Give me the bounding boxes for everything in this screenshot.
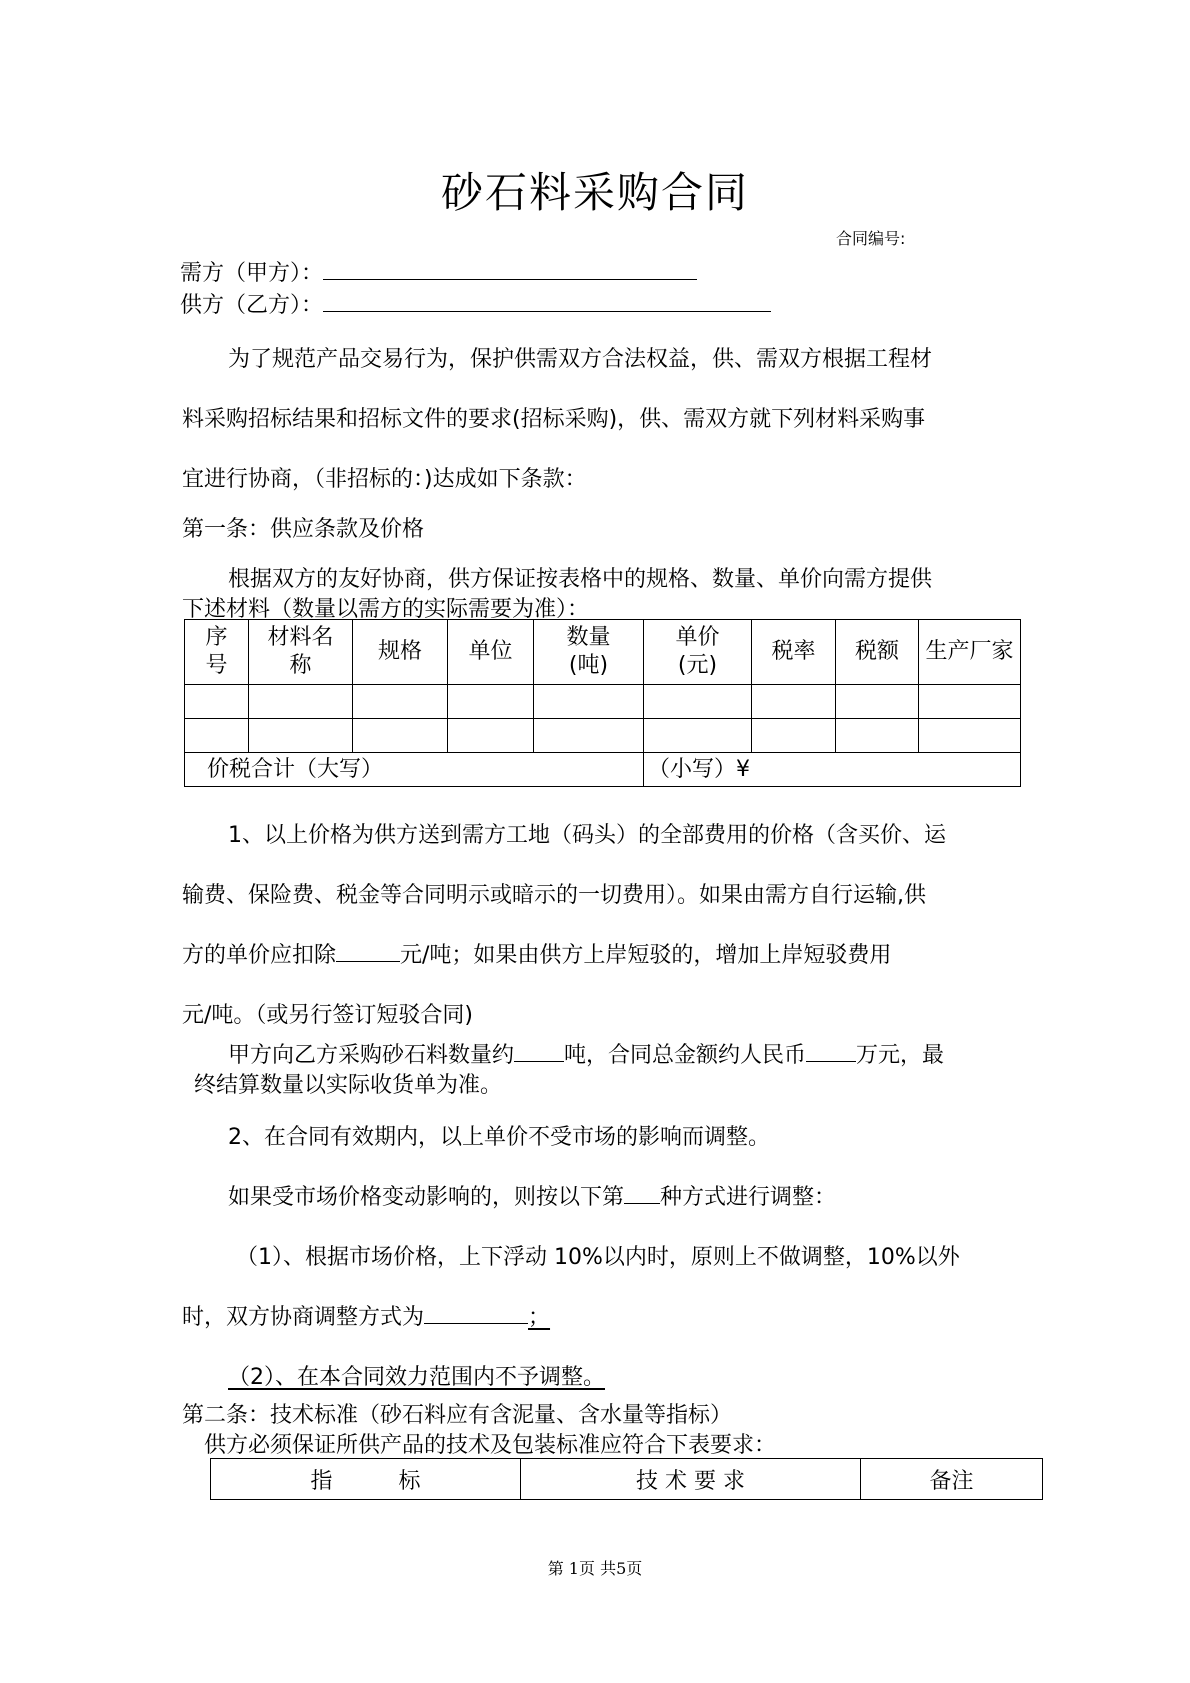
header-cell-material: 材料名 称 <box>249 620 353 685</box>
price-table <box>184 619 1021 787</box>
clause2-line-2-start: 如果受市场价格变动影响的，则按以下第 <box>228 1185 625 1210</box>
table-cell <box>919 719 1021 753</box>
table-cell <box>249 685 353 719</box>
intro-paragraph-line-1: 为了规范产品交易行为，保护供需双方合法权益，供、需双方根据工程材 <box>228 347 933 372</box>
document-title: 砂石料采购合同 <box>440 168 749 217</box>
table-cell <box>448 719 534 753</box>
table-cell <box>836 719 919 753</box>
header-cell-unit-price: 单价 (元) <box>644 620 752 685</box>
option1-line-2-end: ； <box>528 1305 551 1330</box>
adjustment-method-blank <box>424 1303 528 1324</box>
quantity-text-c: 万元，最 <box>856 1043 945 1068</box>
page-footer: 第 1页 共5页 <box>547 1559 643 1578</box>
table-cell <box>353 719 448 753</box>
total-in-figures-cell: （小写）¥ <box>644 753 1021 787</box>
total-in-words-cell: 价税合计（大写） <box>185 753 644 787</box>
clause1-line-3-start: 方的单价应扣除 <box>182 943 337 968</box>
option2-line: （2）、在本合同效力范围内不予调整。 <box>228 1365 605 1390</box>
table-row <box>185 685 1021 719</box>
supplier-line <box>180 288 771 319</box>
table-cell <box>534 685 644 719</box>
technical-table-header-row <box>211 1459 1043 1500</box>
header-cell-tax-amount: 税额 <box>836 620 919 685</box>
clause1-line-1: 1、以上价格为供方送到需方工地（码头）的全部费用的价格（含买价、运 <box>228 823 946 848</box>
table-cell <box>249 719 353 753</box>
clause1-line-3 <box>182 938 891 969</box>
table-cell <box>644 719 752 753</box>
header-cell-tax-rate: 税率 <box>752 620 836 685</box>
quantity-line-2: 终结算数量以实际收货单为准。 <box>194 1073 503 1098</box>
price-table-header-row <box>185 620 1021 685</box>
intro-paragraph-line-3: 宜进行协商，（非招标的：)达成如下条款： <box>182 467 587 492</box>
header-cell-index: 序 号 <box>185 620 249 685</box>
table-cell <box>185 719 249 753</box>
technical-standard-table <box>210 1458 1043 1500</box>
table-cell <box>353 685 448 719</box>
clause2-line-2 <box>228 1180 836 1211</box>
option1-line-1: （1）、根据市场价格，上下浮动 10%以内时，原则上不做调整，10%以外 <box>236 1245 960 1270</box>
table-cell <box>534 719 644 753</box>
quantity-text-b: 吨，合同总金额约人民币 <box>564 1043 807 1068</box>
total-row <box>185 753 1021 787</box>
header-cell-indicator: 指 标 <box>211 1459 521 1500</box>
option1-line-2-text: 时，双方协商调整方式为 <box>182 1305 425 1330</box>
header-cell-quantity: 数量 (吨) <box>534 620 644 685</box>
clause1-line-4: 元/吨。（或另行签订短驳合同) <box>182 1003 473 1028</box>
supplier-label: 供方（乙方）： <box>180 293 324 318</box>
clause1-line-2: 输费、保险费、税金等合同明示或暗示的一切费用）。如果由需方自行运输,供 <box>182 883 926 908</box>
article1-intro-line-2: 下述材料（数量以需方的实际需要为准）： <box>182 597 590 622</box>
header-cell-requirement: 技 术 要 求 <box>521 1459 861 1500</box>
header-cell-manufacturer: 生产厂家 <box>919 620 1021 685</box>
buyer-label: 需方（甲方）： <box>180 261 324 286</box>
table-cell <box>752 719 836 753</box>
header-cell-spec: 规格 <box>353 620 448 685</box>
option1-line-2 <box>182 1300 572 1331</box>
table-cell <box>752 685 836 719</box>
table-cell <box>644 685 752 719</box>
amount-blank <box>806 1041 856 1062</box>
clause2-line-2-end: 种方式进行调整： <box>660 1185 837 1210</box>
table-cell <box>185 685 249 719</box>
article1-intro-line-1: 根据双方的友好协商，供方保证按表格中的规格、数量、单价向需方提供 <box>228 567 933 592</box>
quantity-blank <box>514 1041 564 1062</box>
quantity-line-1 <box>228 1038 944 1069</box>
intro-paragraph-line-2: 料采购招标结果和招标文件的要求(招标采购)，供、需双方就下列材料采购事 <box>182 407 926 432</box>
article2-heading: 第二条：技术标准（砂石料应有含泥量、含水量等指标） <box>182 1403 733 1428</box>
table-cell <box>836 685 919 719</box>
deduction-blank <box>336 941 400 962</box>
table-row <box>185 719 1021 753</box>
table-cell <box>919 685 1021 719</box>
buyer-name-blank <box>323 259 697 280</box>
clause2-line-1: 2、在合同有效期内，以上单价不受市场的影响而调整。 <box>228 1125 770 1150</box>
header-cell-unit: 单位 <box>448 620 534 685</box>
buyer-line <box>180 256 697 287</box>
method-number-blank <box>624 1183 660 1204</box>
header-cell-remark: 备注 <box>861 1459 1043 1500</box>
article2-intro: 供方必须保证所供产品的技术及包装标准应符合下表要求： <box>204 1433 777 1458</box>
table-cell <box>448 685 534 719</box>
contract-number-label: 合同编号: <box>836 229 906 248</box>
supplier-name-blank <box>323 291 771 312</box>
article1-heading: 第一条：供应条款及价格 <box>182 517 425 542</box>
quantity-text-a: 甲方向乙方采购砂石料数量约 <box>228 1043 515 1068</box>
clause1-line-3-end: 元/吨；如果由供方上岸短驳的，增加上岸短驳费用 <box>400 943 892 968</box>
